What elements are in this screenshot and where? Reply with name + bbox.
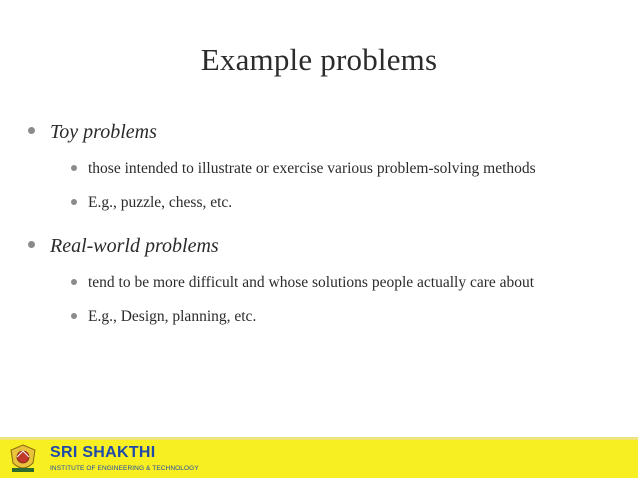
bullet-toy-problems — [26, 118, 626, 148]
bullet-dot-icon — [71, 313, 77, 319]
institute-logo-icon — [6, 443, 40, 475]
bullet-dot-icon — [28, 127, 35, 134]
bullet-dot-icon — [71, 279, 77, 285]
sub-bullet-text: E.g., Design, planning, etc. — [88, 308, 257, 325]
bullet-list — [26, 118, 626, 336]
sub-bullet-text: those intended to illustrate or exercise various problem-solving methods — [88, 160, 536, 177]
slide-title: Example problems — [200, 42, 438, 77]
bullet-dot-icon — [71, 165, 77, 171]
bullet-heading: Real-world problems — [50, 235, 219, 257]
bullet-dot-icon — [71, 199, 77, 205]
institute-subtitle: INSTITUTE OF ENGINEERING & TECHNOLOGY — [50, 465, 199, 472]
bullet-dot-icon — [28, 241, 35, 248]
bullet-heading: Toy problems — [50, 121, 157, 143]
sub-bullet — [26, 302, 626, 336]
bullet-real-world-problems — [26, 232, 626, 262]
sub-bullet-text: tend to be more difficult and whose solutions people actually care about — [88, 274, 535, 291]
sub-bullet — [26, 268, 626, 302]
sub-bullet — [26, 154, 626, 188]
institute-name: SRI SHAKTHI — [50, 444, 156, 461]
sub-bullet-text: E.g., puzzle, chess, etc. — [88, 194, 233, 211]
sub-bullet — [26, 188, 626, 222]
